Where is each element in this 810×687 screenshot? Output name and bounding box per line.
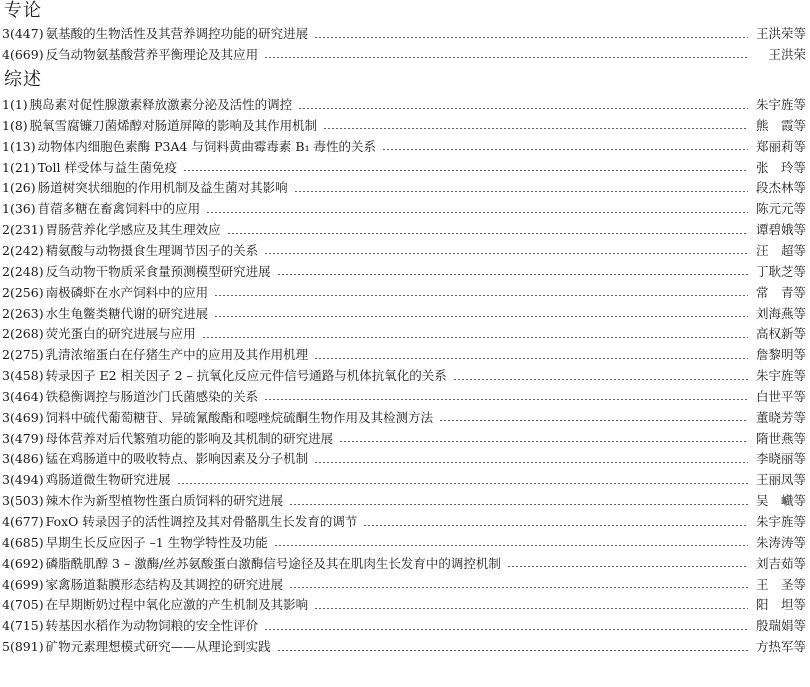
dot-leader bbox=[264, 57, 748, 58]
article-author: 段杰林等 bbox=[755, 180, 806, 196]
issue-page-ref: 4(705) bbox=[2, 597, 44, 613]
article-title: 水生龟鳖类糖代谢的研究进展 bbox=[45, 305, 209, 321]
issue-page-ref: 3(494) bbox=[2, 472, 44, 488]
article-title: 反刍动物氨基酸营养平衡理论及其应用 bbox=[45, 46, 259, 62]
article-title: 磷脂酰肌醇 3 – 激酶/丝苏氨酸蛋白激酶信号途径及其在肌肉生长发育中的调控机制 bbox=[45, 555, 501, 571]
issue-page-ref: 2(275) bbox=[2, 347, 44, 363]
issue-page-ref: 3(458) bbox=[2, 368, 44, 384]
issue-page-ref: 2(242) bbox=[2, 242, 44, 258]
article-author: 郑丽莉等 bbox=[755, 138, 806, 154]
article-author: 李晓丽等 bbox=[755, 451, 806, 467]
section-heading: 专论 bbox=[4, 0, 42, 21]
dot-leader bbox=[183, 170, 748, 171]
article-title: 荧光蛋白的研究进展与应用 bbox=[45, 326, 196, 342]
issue-page-ref: 4(715) bbox=[2, 618, 44, 634]
dot-leader bbox=[227, 233, 748, 234]
issue-page-ref: 2(248) bbox=[2, 263, 44, 279]
toc-entry[interactable] bbox=[2, 429, 806, 449]
article-author: 高权新等 bbox=[755, 326, 806, 342]
toc-entry[interactable] bbox=[2, 470, 806, 490]
issue-page-ref: 3(503) bbox=[2, 493, 44, 509]
toc-entry[interactable] bbox=[2, 95, 806, 115]
toc-entry[interactable] bbox=[2, 199, 806, 219]
dot-leader bbox=[439, 420, 748, 421]
article-title: 苜蓿多糖在畜禽饲料中的应用 bbox=[37, 201, 201, 217]
toc-entry[interactable] bbox=[2, 449, 806, 469]
article-title: 早期生长反应因子 –1 生物学特性及功能 bbox=[45, 534, 268, 550]
article-title: 锰在鸡肠道中的吸收特点、影响因素及分子机制 bbox=[45, 451, 309, 467]
dot-leader bbox=[289, 587, 748, 588]
dot-leader bbox=[177, 483, 748, 484]
toc-entry[interactable] bbox=[2, 554, 806, 574]
dot-leader bbox=[274, 545, 748, 546]
toc-entry[interactable] bbox=[2, 324, 806, 344]
dot-leader bbox=[264, 253, 748, 254]
toc-entry[interactable] bbox=[2, 345, 806, 365]
toc-entry[interactable] bbox=[2, 116, 806, 136]
article-title: 铁稳衡调控与肠道沙门氏菌感染的关系 bbox=[45, 388, 259, 404]
dot-leader bbox=[382, 149, 748, 150]
article-author: 刘吉茹等 bbox=[755, 555, 806, 571]
dot-leader bbox=[277, 650, 748, 651]
issue-page-ref: 5(891) bbox=[2, 639, 44, 655]
issue-page-ref: 1(8) bbox=[2, 117, 28, 133]
dot-leader bbox=[323, 128, 748, 129]
dot-leader bbox=[314, 37, 748, 38]
toc-entry[interactable] bbox=[2, 512, 806, 532]
article-title: 在早期断奶过程中氧化应激的产生机制及其影响 bbox=[45, 597, 309, 613]
article-author: 董晓芳等 bbox=[755, 409, 806, 425]
article-author: 朱宇旌等 bbox=[755, 368, 806, 384]
article-author: 朱涛涛等 bbox=[755, 534, 806, 550]
article-title: Toll 样受体与益生菌免疫 bbox=[37, 159, 177, 175]
article-title: 胃肠营养化学感应及其生理效应 bbox=[45, 222, 221, 238]
article-author: 丁耿芝等 bbox=[755, 263, 806, 279]
article-title: 鸡肠道微生物研究进展 bbox=[45, 472, 171, 488]
article-author: 王洪荣 bbox=[768, 46, 806, 62]
toc-entry[interactable] bbox=[2, 220, 806, 240]
article-title: 动物体内细胞色素酶 P3A4 与饲料黄曲霉毒素 B₁ 毒性的关系 bbox=[37, 138, 377, 154]
issue-page-ref: 1(1) bbox=[2, 97, 28, 112]
toc-entry[interactable] bbox=[2, 491, 806, 511]
article-title: 母体营养对后代繁殖功能的影响及其机制的研究进展 bbox=[45, 430, 334, 446]
dot-leader bbox=[202, 337, 748, 338]
toc-entry[interactable] bbox=[2, 24, 806, 44]
dot-leader bbox=[277, 274, 748, 275]
article-author: 熊 霞等 bbox=[755, 117, 806, 133]
issue-page-ref: 2(263) bbox=[2, 305, 44, 321]
toc-entry[interactable] bbox=[2, 241, 806, 261]
article-title: 精氨酸与动物摄食生理调节因子的关系 bbox=[45, 242, 259, 258]
article-author: 朱宇旌等 bbox=[755, 97, 806, 112]
article-title: 饲料中硫代葡萄糖苷、异硫氰酸酯和噁唑烷硫酮生物作用及其检测方法 bbox=[45, 409, 434, 425]
article-author: 常 青等 bbox=[755, 284, 806, 300]
dot-leader bbox=[314, 462, 748, 463]
dot-leader bbox=[264, 399, 748, 400]
article-title: 家禽肠道黏膜形态结构及其调控的研究进展 bbox=[45, 576, 284, 592]
article-author: 王 圣等 bbox=[755, 576, 806, 592]
dot-leader bbox=[453, 379, 748, 380]
article-author: 殷瑞娟等 bbox=[755, 618, 806, 634]
article-title: 矿物元素理想模式研究——从理论到实践 bbox=[45, 639, 271, 655]
toc-entry[interactable] bbox=[2, 408, 806, 428]
toc-entry[interactable] bbox=[2, 262, 806, 282]
article-author: 汪 超等 bbox=[755, 242, 806, 258]
issue-page-ref: 3(447) bbox=[2, 26, 44, 41]
issue-page-ref: 3(486) bbox=[2, 451, 44, 467]
article-title: 氨基酸的生物活性及其营养调控功能的研究进展 bbox=[45, 26, 309, 41]
toc-entry[interactable] bbox=[2, 366, 806, 386]
toc-entry[interactable] bbox=[2, 137, 806, 157]
issue-page-ref: 4(699) bbox=[2, 576, 44, 592]
article-title: 南极磷虾在水产饲料中的应用 bbox=[45, 284, 209, 300]
toc-entry[interactable] bbox=[2, 595, 806, 615]
issue-page-ref: 3(479) bbox=[2, 430, 44, 446]
dot-leader bbox=[289, 504, 748, 505]
article-author: 谭碧娥等 bbox=[755, 222, 806, 238]
dot-leader bbox=[507, 566, 748, 567]
article-title: 转基因水稻作为动物饲粮的安全性评价 bbox=[45, 618, 259, 634]
issue-page-ref: 2(256) bbox=[2, 284, 44, 300]
issue-page-ref: 1(21) bbox=[2, 159, 36, 175]
dot-leader bbox=[214, 316, 748, 317]
issue-page-ref: 4(685) bbox=[2, 534, 44, 550]
issue-page-ref: 4(669) bbox=[2, 46, 44, 62]
toc-entry[interactable] bbox=[2, 387, 806, 407]
article-author: 朱宇旌等 bbox=[755, 514, 806, 529]
issue-page-ref: 2(268) bbox=[2, 326, 44, 342]
article-author: 王洪荣等 bbox=[755, 26, 806, 41]
article-title: FoxO 转录因子的活性调控及其对骨骼肌生长发育的调节 bbox=[45, 514, 358, 529]
toc-entry[interactable] bbox=[2, 158, 806, 178]
article-title: 胰岛素对促性腺激素释放激素分泌及活性的调控 bbox=[29, 97, 293, 112]
toc-entry[interactable] bbox=[2, 304, 806, 324]
toc-entry[interactable] bbox=[2, 637, 806, 657]
dot-leader bbox=[314, 608, 748, 609]
dot-leader bbox=[294, 191, 748, 192]
article-author: 张 玲等 bbox=[755, 159, 806, 175]
issue-page-ref: 1(36) bbox=[2, 201, 36, 217]
article-title: 转录因子 E2 相关因子 2 – 抗氧化反应元件信号通路与机体抗氧化的关系 bbox=[45, 368, 447, 384]
section-heading: 综述 bbox=[4, 69, 42, 90]
article-author: 白世平等 bbox=[755, 388, 806, 404]
article-author: 阳 坦等 bbox=[755, 597, 806, 613]
article-author: 刘海燕等 bbox=[755, 305, 806, 321]
dot-leader bbox=[206, 212, 748, 213]
toc-entry[interactable] bbox=[2, 45, 806, 65]
issue-page-ref: 4(677) bbox=[2, 514, 44, 529]
dot-leader bbox=[298, 108, 748, 109]
dot-leader bbox=[339, 441, 748, 442]
issue-page-ref: 4(692) bbox=[2, 555, 44, 571]
article-author: 方热军等 bbox=[755, 639, 806, 655]
issue-page-ref: 1(13) bbox=[2, 138, 36, 154]
article-author: 王丽凤等 bbox=[755, 472, 806, 488]
article-author: 詹黎明等 bbox=[755, 347, 806, 363]
toc-entry[interactable] bbox=[2, 533, 806, 553]
toc-entry[interactable] bbox=[2, 575, 806, 595]
article-title: 肠道树突状细胞的作用机制及益生菌对其影响 bbox=[37, 180, 288, 196]
article-title: 脱氧雪腐镰刀菌烯醇对肠道屏障的影响及其作用机制 bbox=[29, 117, 318, 133]
dot-leader bbox=[214, 295, 748, 296]
dot-leader bbox=[363, 525, 748, 526]
toc-entry[interactable] bbox=[2, 616, 806, 636]
article-author: 隋世燕等 bbox=[755, 430, 806, 446]
issue-page-ref: 2(231) bbox=[2, 222, 44, 238]
article-title: 乳清浓缩蛋白在仔猪生产中的应用及其作用机理 bbox=[45, 347, 309, 363]
issue-page-ref: 3(469) bbox=[2, 409, 44, 425]
article-author: 陈元元等 bbox=[755, 201, 806, 217]
issue-page-ref: 1(26) bbox=[2, 180, 36, 196]
article-author: 吴 巇等 bbox=[755, 493, 806, 509]
article-title: 辣木作为新型植物性蛋白质饲料的研究进展 bbox=[45, 493, 284, 509]
issue-page-ref: 3(464) bbox=[2, 388, 44, 404]
toc-entry[interactable] bbox=[2, 283, 806, 303]
article-title: 反刍动物干物质采食量预测模型研究进展 bbox=[45, 263, 271, 279]
toc-entry[interactable] bbox=[2, 178, 806, 198]
dot-leader bbox=[314, 358, 748, 359]
dot-leader bbox=[264, 629, 748, 630]
